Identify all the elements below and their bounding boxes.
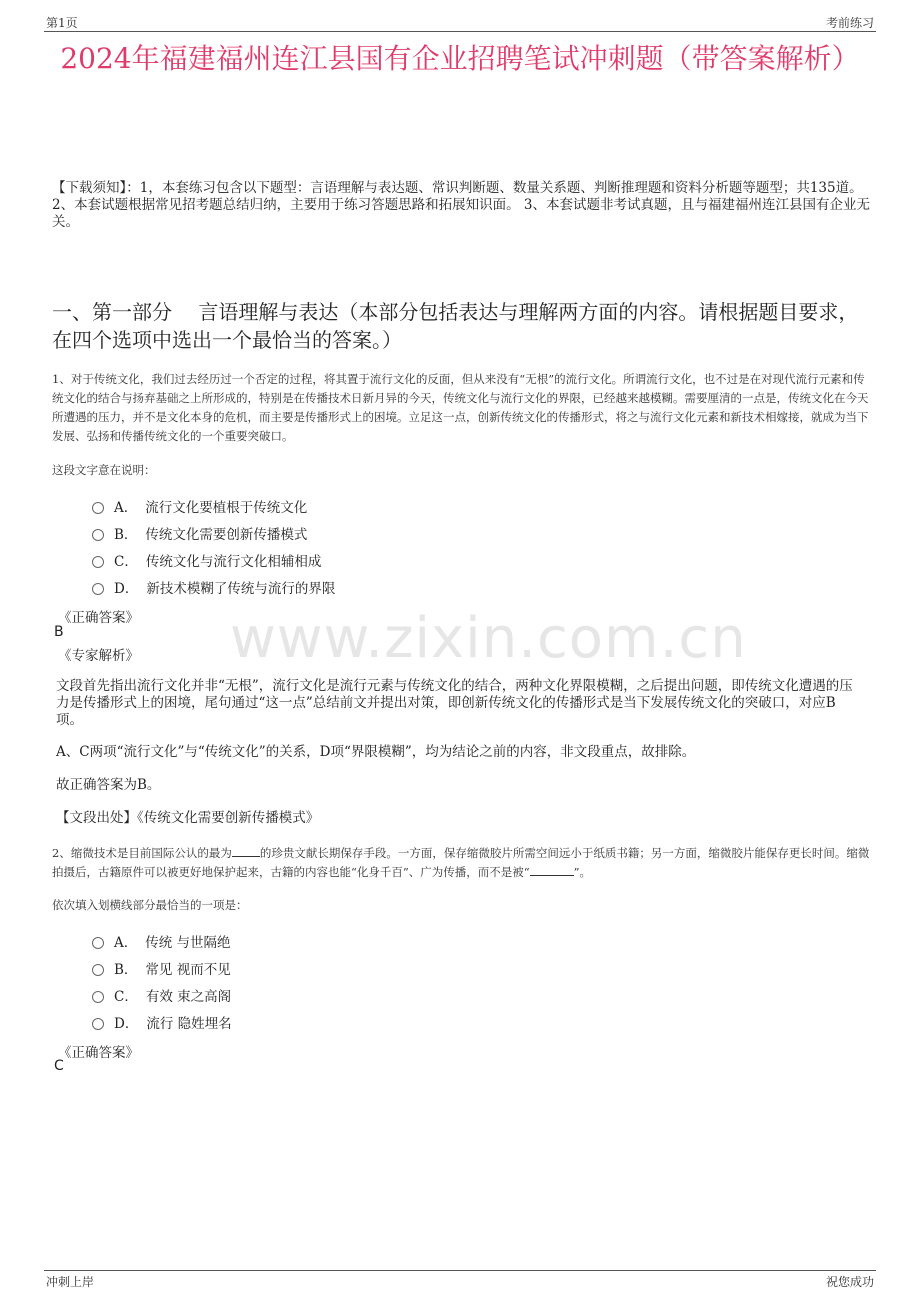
blank-2 (530, 875, 574, 876)
q1-option-a[interactable] (92, 496, 307, 516)
radio-icon[interactable] (92, 529, 104, 541)
question-2-passage (52, 844, 870, 882)
header-rule (44, 31, 876, 32)
q1-answer: B (54, 624, 64, 640)
q2-option-d[interactable] (92, 1012, 232, 1032)
q1-analysis-paragraph-2: A、C两项“流行文化”与“传统文化”的关系，D项“界限模糊”，均为结论之前的内容，非文段重点，故排除。 (56, 744, 696, 760)
blank-1 (232, 856, 260, 857)
option-text: 传统 与世隔绝 (145, 935, 231, 951)
question-1-passage: 1、对于传统文化，我们过去经历过一个否定的过程，将其置于流行文化的反面，但从来没有“无根”的流行文化。所谓流行文化，也不过是在对现代流行元素和传统文化的结合与扬弃基础之上所形成的，特别是在传播技术日新月异的今天，传统文化与流行文化的界限，已经越来越模糊。需要厘清的一点是，传统文化在今天所遭遇的压力，并不是文化本身的危机，而主要是传播形式上的困境。立足这一点，创新传统文化的传播形式，将之与流行文化元素和新技术相嫁接，就成为当下发展、弘扬和传播传统文化的一个重要突破口。 (52, 372, 869, 443)
option-text: 有效 束之高阁 (145, 989, 232, 1005)
q2-option-a[interactable] (92, 931, 231, 951)
q2-option-c[interactable] (92, 985, 231, 1005)
option-letter: C． (114, 554, 138, 570)
header-right-label: 考前练习 (825, 16, 874, 30)
radio-icon[interactable] (92, 991, 104, 1003)
q2-option-b[interactable] (92, 958, 231, 978)
footer-rule (44, 1270, 876, 1271)
q1-option-c[interactable] (92, 550, 321, 570)
option-text: 传统文化需要创新传播模式 (145, 527, 308, 543)
option-letter: A． (114, 500, 138, 516)
radio-icon[interactable] (92, 583, 104, 595)
page-title: 2024年福建福州连江县国有企业招聘笔试冲刺题（带答案解析） (60, 42, 860, 75)
option-letter: D． (114, 581, 139, 597)
q1-analysis-label: 《专家解析》 (58, 648, 139, 664)
q1-source: 【文段出处】《传统文化需要创新传播模式》 (56, 810, 320, 826)
section-heading: 一、第一部分 言语理解与表达（本部分包括表达与理解两方面的内容。请根据题目要求，在四个选项中选出一个最恰当的答案。） (52, 300, 859, 352)
option-letter: D． (114, 1016, 139, 1032)
q2-passage-part-2: 的珍贵文献长期保存手段。一方面，保存缩微胶片所需空间远小于纸质书籍；另一方面，缩微胶片能保存更长时间。缩微拍摄后，古籍原件可以被更好地保护起来，古籍的内容也能“化身千百”、广为传播，而不是被“ (52, 846, 870, 879)
radio-icon[interactable] (92, 937, 104, 949)
radio-icon[interactable] (92, 502, 104, 514)
option-letter: B． (114, 962, 138, 978)
footer-right: 祝您成功 (825, 1275, 874, 1289)
q2-answer: C (54, 1058, 64, 1074)
radio-icon[interactable] (92, 556, 104, 568)
option-text: 新技术模糊了传统与流行的界限 (146, 581, 336, 597)
question-2-stem: 依次填入划横线部分最恰当的一项是： (52, 898, 248, 912)
watermark: www.zixin.com.cn (230, 606, 747, 671)
option-text: 流行 隐姓埋名 (146, 1016, 232, 1032)
option-letter: B． (114, 527, 138, 543)
option-text: 流行文化要植根于传统文化 (145, 500, 308, 516)
question-1-stem: 这段文字意在说明： (52, 463, 156, 477)
option-text: 常见 视而不见 (145, 962, 231, 978)
option-letter: C． (114, 989, 138, 1005)
page-number: 第1页 (46, 16, 78, 30)
option-letter: A． (114, 935, 138, 951)
q1-analysis-paragraph-1: 文段首先指出流行文化并非“无根”，流行文化是流行元素与传统文化的结合，两种文化界限模糊，之后提出问题，即传统文化遭遇的压力是传播形式上的困境，尾句通过“这一点”总结前文并提出对策，即创新传统文化的传播形式是当下发展传统文化的突破口，对应B项。 (56, 678, 853, 728)
q1-analysis-paragraph-3: 故正确答案为B。 (56, 777, 161, 793)
footer-left: 冲刺上岸 (46, 1275, 95, 1289)
download-notice: 【下载须知】：1，本套练习包含以下题型：言语理解与表达题、常识判断题、数量关系题、判断推理题和资料分析题等题型；共135道。 2、本套试题根据常见招考题总结归纳，主要用于练习答题思路和拓展知识面。 3、本套试题非考试真题，且与福建福州连江县国有企业无关。 (52, 180, 870, 230)
q2-passage-part-3: ”。 (573, 865, 592, 879)
q1-option-d[interactable] (92, 577, 335, 597)
radio-icon[interactable] (92, 964, 104, 976)
q2-passage-part-1: 2、缩微技术是目前国际公认的最为 (52, 846, 232, 860)
q1-answer-label: 《正确答案》 (58, 610, 139, 626)
q1-option-b[interactable] (92, 523, 307, 543)
q2-answer-label: 《正确答案》 (58, 1045, 139, 1061)
option-text: 传统文化与流行文化相辅相成 (145, 554, 322, 570)
radio-icon[interactable] (92, 1018, 104, 1030)
